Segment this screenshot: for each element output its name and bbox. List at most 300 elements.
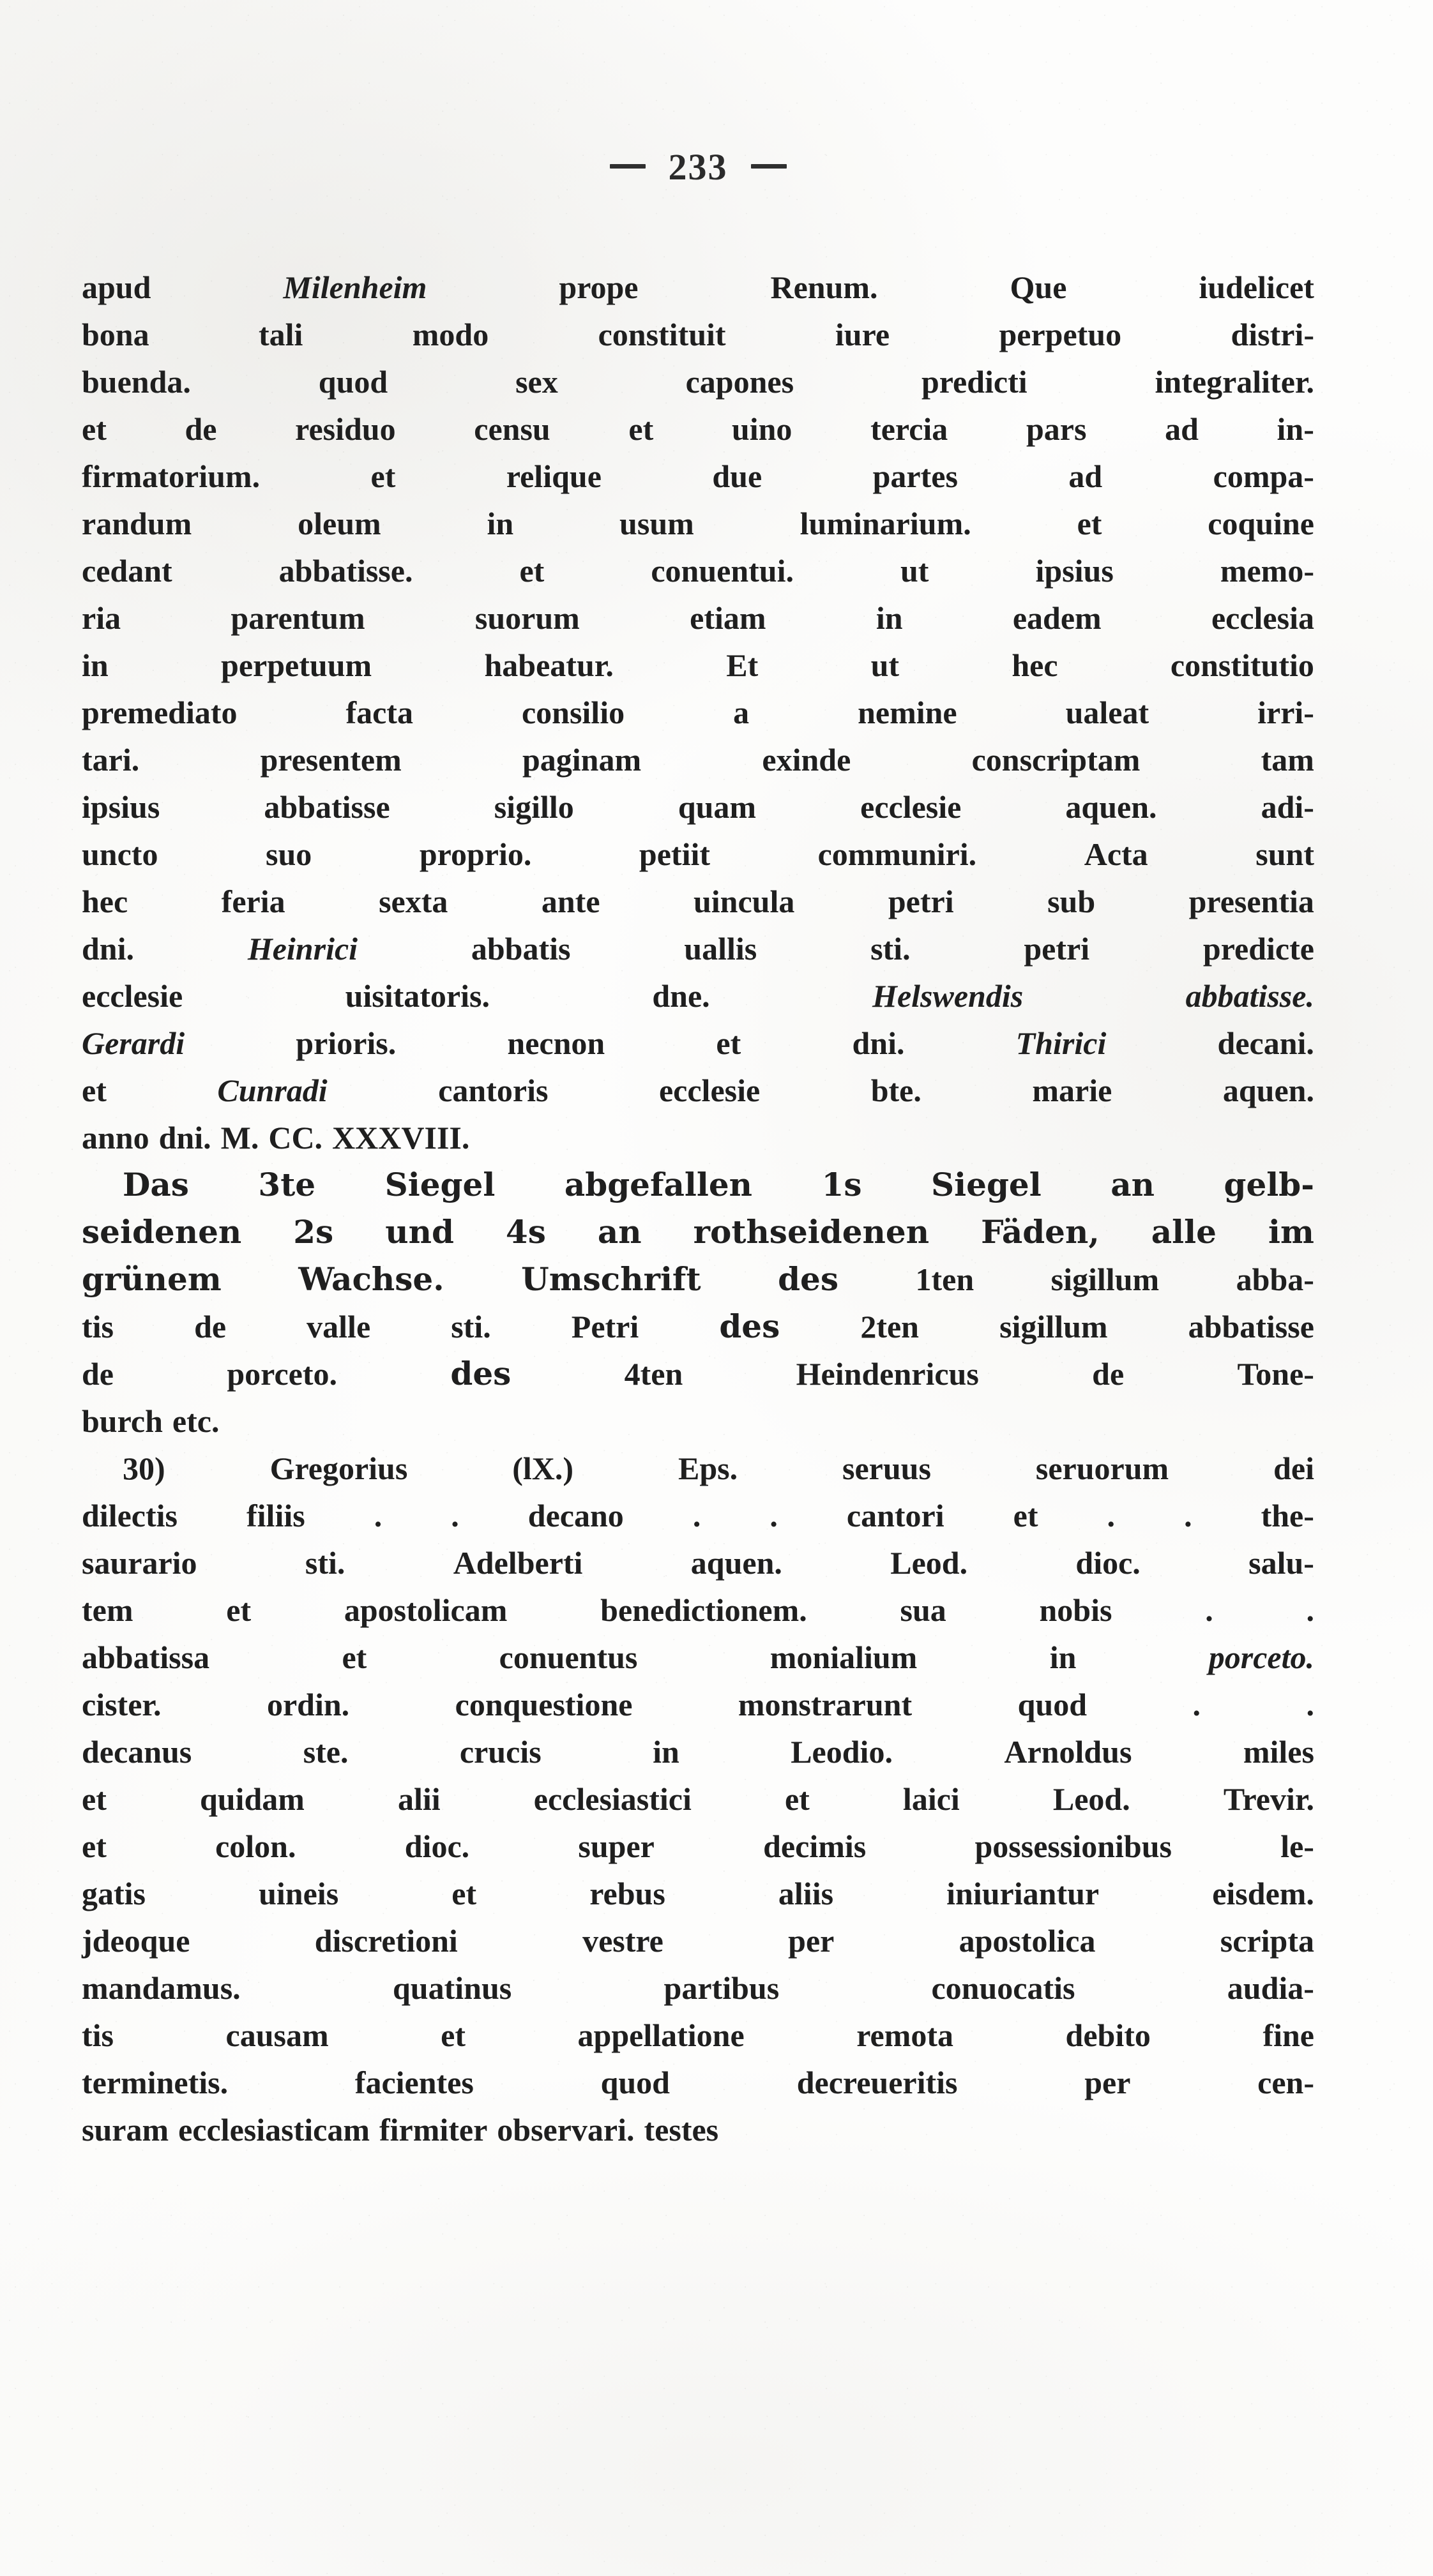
text-line [82,1823,1314,1870]
fraktur-word: und [385,1213,454,1251]
word: 2ten [860,1309,919,1344]
word: ipsius [82,789,160,825]
word: et [519,553,545,589]
fraktur-word: Umschrift [521,1260,701,1298]
word: audia- [1227,1970,1314,2006]
word: abbatisse [264,789,390,825]
word: dioc. [404,1828,470,1864]
fraktur-word: an [597,1213,642,1251]
word: in [876,600,903,636]
text-line [82,1728,1314,1775]
word: randum [82,506,192,541]
word: de [1092,1356,1125,1392]
text-line [82,1161,1314,1209]
word: suorum [474,600,580,636]
word: integraliter. [1155,364,1314,400]
word: et [716,1025,741,1061]
fraktur-word: des [778,1260,838,1298]
word: et [342,1639,367,1675]
word: sti. [870,931,911,967]
word: adi- [1261,789,1314,825]
word: communiri. [817,836,977,872]
word: hec [1012,647,1058,683]
word: et [82,1781,107,1817]
text-line [82,642,1314,689]
word: cen- [1257,2065,1314,2100]
word: remota [856,2017,954,2053]
word: eadem [1012,600,1102,636]
word: proprio. [419,836,532,872]
word: dioc. [1075,1545,1141,1581]
word: premediato [82,695,238,730]
word: nemine [858,695,957,730]
word: ut [900,553,929,589]
text-line [82,736,1314,783]
paragraph-charter-body [82,264,1314,1161]
word: quatinus [393,1970,512,2006]
rule-right-icon [751,164,787,169]
text-line [82,1209,1314,1256]
word: necnon [507,1025,605,1061]
word: . [1205,1592,1213,1628]
word: etc. [172,1403,220,1439]
word: et [82,1073,107,1108]
word: abbatissa [82,1639,210,1675]
word: abba- [1236,1262,1314,1297]
word: ria [82,600,121,636]
word: ecclesia [1211,600,1314,636]
word: . [692,1498,701,1533]
word: facientes [354,2065,474,2100]
word: porceto. [227,1356,337,1392]
word: in [653,1734,679,1770]
word: terminetis. [82,2065,229,2100]
word: Tone- [1237,1356,1314,1392]
text-line [82,358,1314,405]
word: quam [678,789,757,825]
word: compa- [1213,458,1314,494]
word: filiis [246,1498,305,1533]
paragraph-seal-note-german [82,1161,1314,1445]
word: constitutio [1170,647,1314,683]
word: decanus [82,1734,192,1770]
word: benedictionem. [600,1592,807,1628]
word: ecclesiastici [533,1781,692,1817]
word: aquen. [1222,1073,1314,1108]
word: 30) [123,1450,165,1486]
word: observari. [497,2112,635,2148]
word: partes [872,458,958,494]
word: Eps. [678,1450,738,1486]
word: in [82,647,109,683]
fraktur-word: an [1111,1166,1155,1203]
text-line [82,547,1314,594]
word: Gregorius [269,1450,408,1486]
word: ste. [303,1734,349,1770]
italic-word: Cunradi [217,1073,328,1108]
word: iudelicet [1199,269,1314,305]
rule-left-icon [610,164,646,169]
word: ualeat [1065,695,1149,730]
word: abbatisse. [278,553,413,589]
word: relique [506,458,602,494]
word: luminarium. [800,506,971,541]
word: rebus [589,1876,665,1911]
word: facta [345,695,413,730]
word: crucis [459,1734,542,1770]
text-line [82,1539,1314,1586]
word: et [784,1781,810,1817]
word: distri- [1231,317,1314,352]
text-line [82,1634,1314,1681]
word: dni. [852,1025,905,1061]
word: apostolicam [344,1592,508,1628]
italic-word: Milenheim [283,269,427,305]
fraktur-word: gelb- [1224,1166,1314,1203]
text-line [82,925,1314,972]
word: decreueritis [796,2065,958,2100]
word: paginam [522,742,642,778]
word: perpetuum [221,647,372,683]
word: apud [82,269,151,305]
word: conuentui. [651,553,794,589]
italic-word: Thirici [1015,1025,1107,1061]
italic-word: porceto. [1208,1639,1314,1675]
fraktur-word: grünem [82,1260,222,1298]
word: dni. [82,931,135,967]
fraktur-word: 1s [821,1166,862,1203]
text-line [82,405,1314,453]
word: partibus [663,1970,780,2006]
text-line [82,1586,1314,1634]
word: quod [318,364,388,400]
word: et [82,1828,107,1864]
italic-word: Heinrici [247,931,358,967]
word: feria [221,884,285,919]
word: petri [1024,931,1090,967]
word: per [1084,2065,1131,2100]
word: decano [527,1498,624,1533]
word: testes [644,2112,719,2148]
word: Leod. [1052,1781,1130,1817]
page-text-block [82,146,1314,2153]
word: prioris. [296,1025,397,1061]
text-line [82,972,1314,1020]
word: dilectis [82,1498,178,1533]
fraktur-word: Siegel [931,1166,1042,1203]
word: in [487,506,514,541]
word: cedant [82,553,172,589]
word: petiit [639,836,711,872]
word: tali [258,317,303,352]
word: eisdem. [1212,1876,1314,1911]
fraktur-word: Wachse. [298,1260,444,1298]
word: dni. [158,1120,211,1156]
word: decimis [763,1828,867,1864]
running-head [82,146,1314,188]
text-line [82,1020,1314,1067]
word: censu [474,411,550,447]
word: sigillum [1050,1262,1160,1297]
word: uallis [684,931,757,967]
word: possessionibus [974,1828,1172,1864]
word: ecclesie [658,1073,761,1108]
word: salu- [1248,1545,1314,1581]
word: cister. [82,1687,162,1722]
word: et [451,1876,477,1911]
word: et [1013,1498,1038,1533]
word: ipsius [1035,553,1114,589]
word: marie [1032,1073,1112,1108]
word: et [370,458,396,494]
text-line [82,1256,1314,1303]
text-line [82,1870,1314,1917]
text-line [82,1917,1314,1964]
word: ut [870,647,900,683]
word: Leodio. [791,1734,893,1770]
word: Petri [571,1309,639,1344]
word: de [185,411,217,447]
word: tis [82,1309,114,1344]
word: . [451,1498,459,1533]
word: et [82,411,107,447]
word: predicte [1202,931,1314,967]
word: valle [307,1309,371,1344]
word: Et [726,647,759,683]
word: miles [1243,1734,1314,1770]
fraktur-word: des [719,1307,780,1345]
text-line [82,1445,1314,1492]
text-line [82,1114,1314,1161]
fraktur-word: im [1268,1213,1314,1251]
word: scripta [1220,1923,1314,1959]
word: gatis [82,1876,146,1911]
word: monialium [770,1639,918,1675]
text-line [82,264,1314,311]
word: usum [619,506,694,541]
word: et [226,1592,252,1628]
word: iure [835,317,890,352]
word: sex [515,364,558,400]
word: tari. [82,742,140,778]
word: bona [82,317,149,352]
word: uisitatoris. [345,978,490,1014]
word: ante [541,884,600,919]
word: anno [82,1120,149,1156]
word: Renum. [770,269,878,305]
word: presentem [260,742,402,778]
fraktur-word: seidenen [82,1213,242,1251]
word: sti. [305,1545,345,1581]
word: buenda. [82,364,191,400]
word: tam [1261,742,1314,778]
word: M. [220,1120,259,1156]
text-line [82,1397,1314,1445]
word: etiam [690,600,766,636]
word: mandamus. [82,1970,241,2006]
word: a [733,695,750,730]
word: vestre [582,1923,663,1959]
word: cantori [846,1498,944,1533]
text-line [82,1067,1314,1114]
word: sua [900,1592,946,1628]
word: ecclesie [860,789,962,825]
word: irri- [1257,695,1314,730]
word: Adelberti [453,1545,583,1581]
word: predicti [921,364,1027,400]
word: oleum [298,506,381,541]
word: apostolica [959,1923,1096,1959]
word: habeatur. [484,647,614,683]
text-line [82,1964,1314,2012]
word: firmatorium. [82,458,261,494]
word: laici [902,1781,960,1817]
word: dei [1273,1450,1314,1486]
word: abbatisse [1188,1309,1314,1344]
italic-word: Gerardi [82,1025,185,1061]
word: pars [1026,411,1087,447]
word: et [628,411,654,447]
word: causam [225,2017,329,2053]
word: burch [82,1403,163,1439]
word: appellatione [577,2017,745,2053]
word: bte. [870,1073,921,1108]
word: in [1049,1639,1077,1675]
word: . [770,1498,778,1533]
word: uineis [259,1876,339,1911]
word: conquestione [455,1687,633,1722]
text-line [82,831,1314,878]
word: . [1192,1687,1201,1722]
word: petri [888,884,954,919]
word: quod [600,2065,670,2100]
word: aquen. [1065,789,1157,825]
fraktur-word: rothseidenen [693,1213,930,1251]
word: sunt [1255,836,1314,872]
fraktur-word: des [450,1355,512,1392]
fraktur-word: Fäden, [981,1213,1100,1251]
word: aquen. [690,1545,782,1581]
word: et [441,2017,466,2053]
word: discretioni [314,1923,458,1959]
fraktur-word: Das [123,1166,189,1203]
word: sigillum [999,1309,1108,1344]
word: CC. [268,1120,323,1156]
word: aliis [778,1876,834,1911]
italic-word: abbatisse. [1185,978,1314,1014]
word: . [1306,1687,1314,1722]
paragraph-papal-letter [82,1445,1314,2153]
word: nobis [1039,1592,1112,1628]
word: Leod. [890,1545,968,1581]
text-line [82,311,1314,358]
word: uino [731,411,792,447]
word: XXXVIII. [332,1120,470,1156]
word: cantoris [438,1073,549,1108]
word: per [788,1923,835,1959]
word: jdeoque [82,1923,190,1959]
text-line [82,1681,1314,1728]
word: colon. [215,1828,296,1864]
text-line [82,2106,1314,2153]
text-line [82,1350,1314,1397]
word: Acta [1084,836,1148,872]
word: conuentus [499,1639,638,1675]
word: 1ten [915,1262,974,1297]
word: presentia [1188,884,1314,919]
page-number: 233 [668,146,728,188]
paragraph-container [82,264,1314,2153]
word: prope [559,269,639,305]
word: sexta [379,884,448,919]
word: parentum [231,600,365,636]
word: Que [1010,269,1067,305]
word: tis [82,2017,114,2053]
word: super [578,1828,655,1864]
italic-word: Helswendis [872,978,1024,1014]
word: decani. [1217,1025,1314,1061]
fraktur-word: abgefallen [564,1166,753,1203]
word: ad [1165,411,1199,447]
text-line [82,2012,1314,2059]
word: uncto [82,836,158,872]
word: Heindenricus [796,1356,979,1392]
fraktur-word: 4s [505,1213,546,1251]
word: quod [1017,1687,1088,1722]
word: tercia [870,411,948,447]
word: seruorum [1035,1450,1169,1486]
word: . [1306,1592,1314,1628]
text-line [82,1303,1314,1350]
word: firmiter [379,2112,488,2148]
word: ecclesie [82,978,183,1014]
word: sub [1047,884,1096,919]
word: ad [1068,458,1103,494]
word: et [1077,506,1102,541]
word: uincula [693,884,795,919]
text-line [82,594,1314,642]
text-line [82,783,1314,831]
text-line [82,689,1314,736]
word: ordin. [266,1687,350,1722]
word: suram [82,2112,169,2148]
word: capones [685,364,794,400]
word: ecclesiasticam [178,2112,370,2148]
text-line [82,453,1314,500]
word: le- [1280,1828,1314,1864]
fraktur-word: 3te [258,1166,316,1203]
word: seruus [842,1450,931,1486]
word: perpetuo [999,317,1122,352]
word: due [712,458,762,494]
word: exinde [762,742,851,778]
word: fine [1262,2017,1314,2053]
text-line [82,2059,1314,2106]
fraktur-word: alle [1151,1213,1217,1251]
word: suo [266,836,312,872]
word: . [1184,1498,1192,1533]
text-line [82,1775,1314,1823]
word: tem [82,1592,133,1628]
word: dne. [652,978,710,1014]
word: residuo [295,411,396,447]
word: . [374,1498,383,1533]
word: conscriptam [971,742,1141,778]
word: Trevir. [1223,1781,1314,1817]
word: (lX.) [512,1450,574,1486]
text-line [82,500,1314,547]
word: de [82,1356,114,1392]
